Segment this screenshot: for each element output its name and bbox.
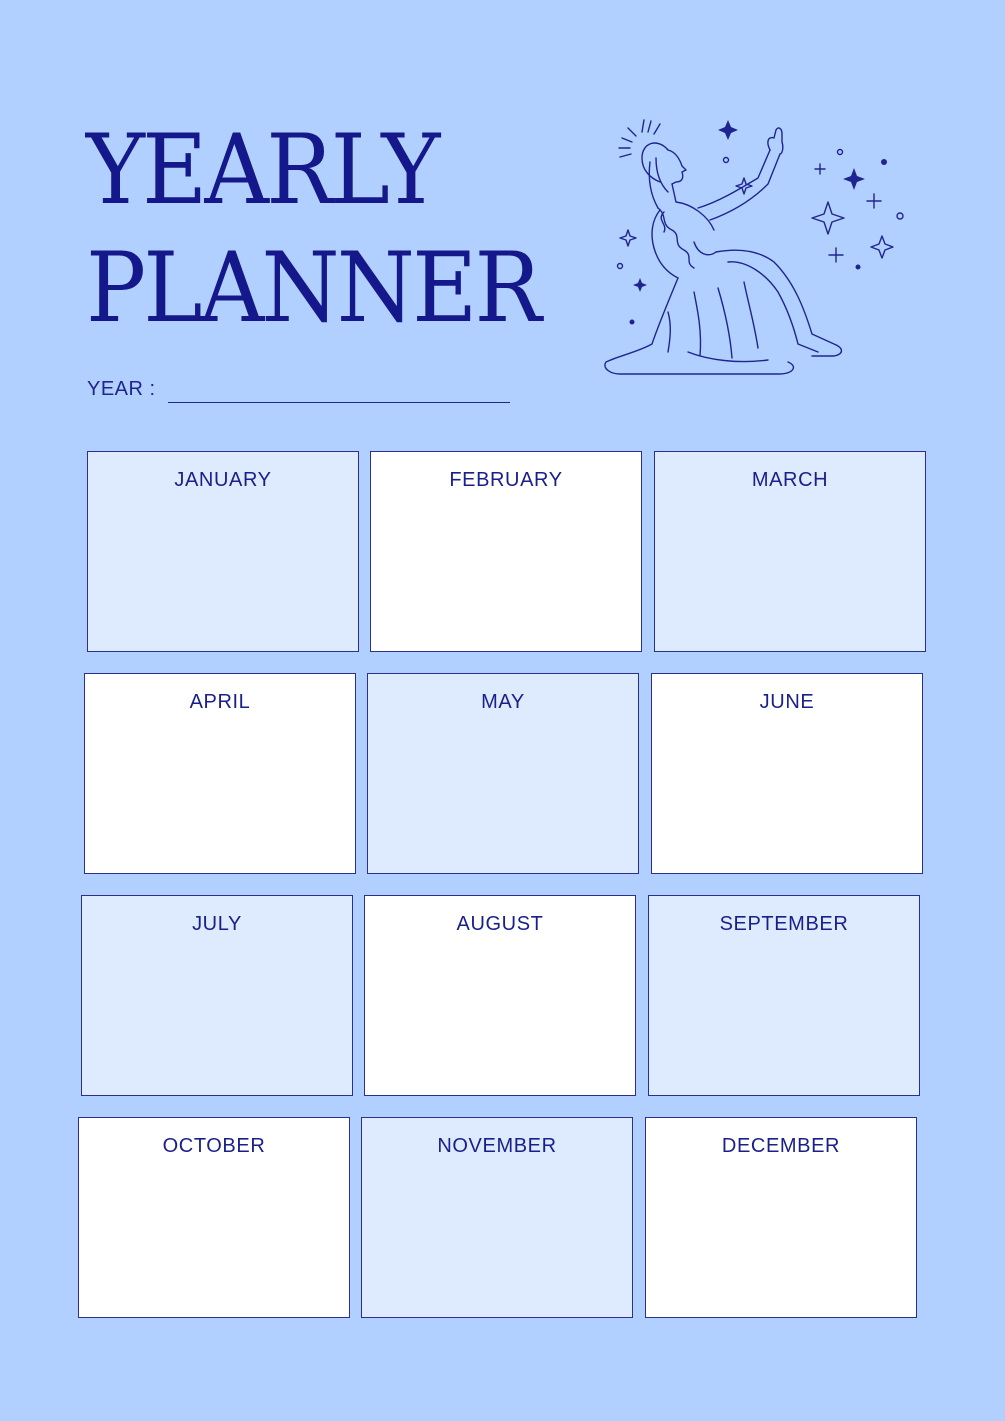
month-box-october[interactable] bbox=[78, 1117, 350, 1318]
month-label: OCTOBER bbox=[162, 1135, 266, 1157]
planner-title-line1: YEARLY bbox=[86, 114, 438, 226]
month-box-january[interactable] bbox=[87, 451, 359, 652]
month-box-december[interactable] bbox=[645, 1117, 917, 1318]
month-box-april[interactable] bbox=[84, 673, 356, 874]
month-label: MARCH bbox=[751, 469, 829, 491]
month-label: DECEMBER bbox=[721, 1135, 841, 1157]
year-input-line[interactable] bbox=[168, 402, 510, 403]
month-box-march[interactable] bbox=[654, 451, 926, 652]
month-box-september[interactable] bbox=[648, 895, 920, 1096]
month-label: JANUARY bbox=[174, 469, 272, 491]
month-box-february[interactable] bbox=[370, 451, 642, 652]
month-box-august[interactable] bbox=[364, 895, 636, 1096]
month-label: SEPTEMBER bbox=[719, 913, 849, 935]
month-label: AUGUST bbox=[456, 913, 544, 935]
month-box-may[interactable] bbox=[367, 673, 639, 874]
woman-reaching-stars-illustration bbox=[598, 112, 910, 387]
planner-title-line2: PLANNER bbox=[86, 232, 539, 344]
sparkle-icons bbox=[618, 150, 904, 269]
month-box-november[interactable] bbox=[361, 1117, 633, 1318]
year-field bbox=[87, 378, 510, 401]
month-label: JUNE bbox=[759, 691, 815, 713]
month-label: FEBRUARY bbox=[449, 469, 563, 491]
year-label: YEAR : bbox=[87, 378, 156, 400]
month-label: JULY bbox=[192, 913, 242, 935]
halo-rays-icon bbox=[619, 120, 660, 157]
month-label: MAY bbox=[481, 691, 525, 713]
month-label: APRIL bbox=[189, 691, 251, 713]
month-box-july[interactable] bbox=[81, 895, 353, 1096]
month-label: NOVEMBER bbox=[437, 1135, 557, 1157]
month-box-june[interactable] bbox=[651, 673, 923, 874]
